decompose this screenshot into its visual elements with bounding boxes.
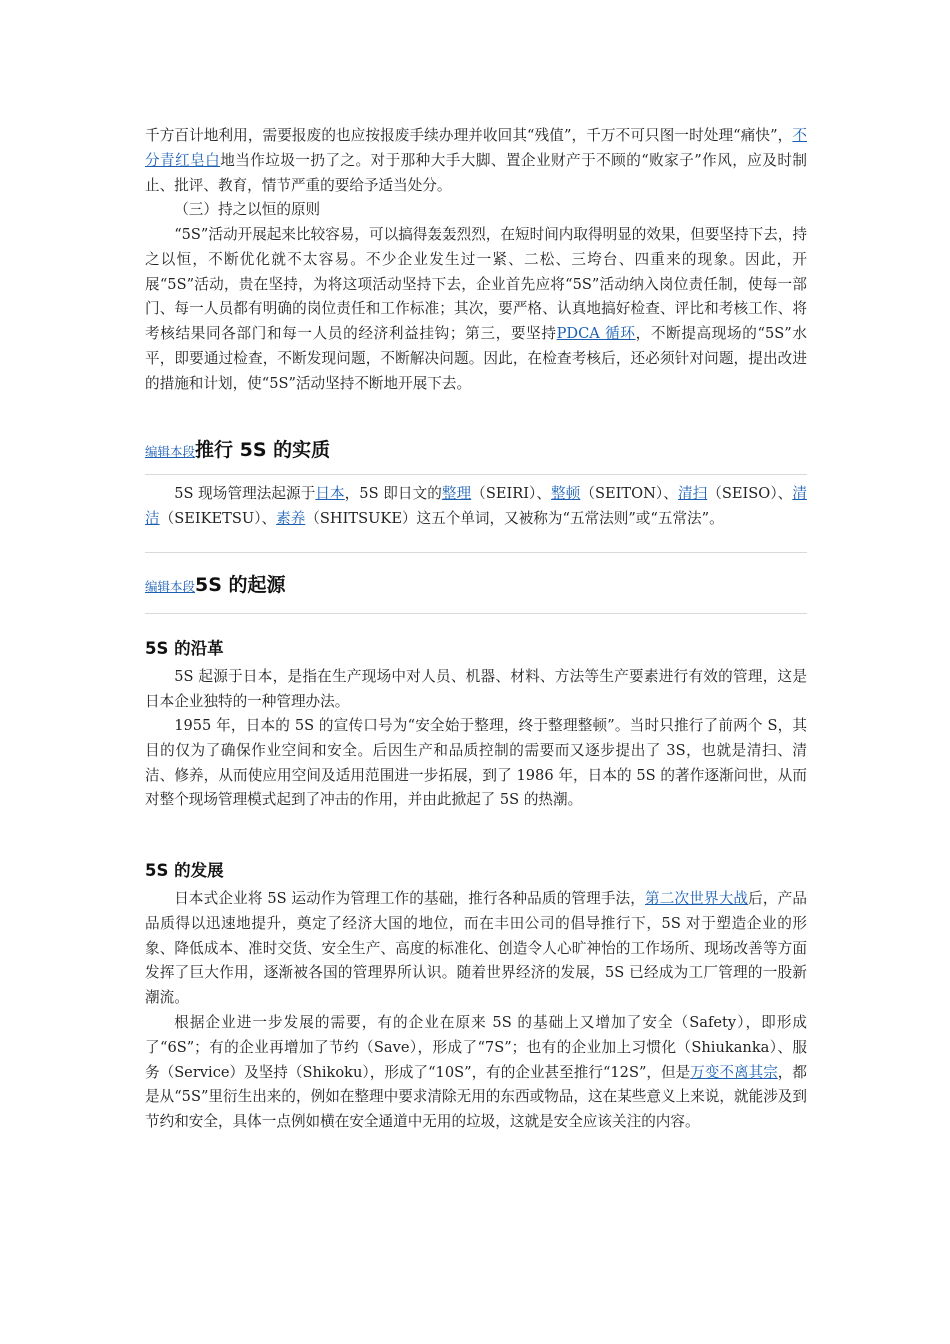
subsection-title-history: 5S 的沿革 (145, 639, 224, 658)
link-seiri[interactable]: 整理 (441, 485, 472, 502)
link-japan[interactable]: 日本 (315, 485, 345, 502)
text: 根据企业进一步发展的需要，有的企业在原来 5S 的基础上又增加了安全（Safety），即形成了“6S”；有的企业再增加了节约（Save），形成了“7S”；也有的企业加上习惯化（Shiukanka）、服务（Service）及坚持（Shikoku），形成了“10S”，有的企业甚至推行“12S”，但是 (145, 1014, 807, 1081)
text: （SEIKETSU）、 (159, 509, 277, 527)
paragraph-5s-definition (145, 482, 807, 532)
link-seiso[interactable]: 清扫 (677, 485, 708, 502)
link-pdca-cycle[interactable]: PDCA 循环 (556, 325, 636, 343)
text: ，5S 即日文的 (344, 485, 442, 502)
paragraph-persistence (145, 223, 807, 397)
link-seiton[interactable]: 整顿 (551, 485, 581, 502)
text: （SEISO）、 (707, 485, 793, 502)
subsection-title-development: 5S 的发展 (145, 861, 224, 880)
text: （SEIRI）、 (471, 485, 552, 502)
text: （SHITSUKE）这五个单词，又被称为“五常法则”或“五常法”。 (305, 509, 724, 527)
text: 千方百计地利用，需要报废的也应按报废手续办理并收回其“残值”，千万不可只图一时处理“痛快”， (145, 127, 793, 144)
paragraph-disposal (145, 124, 807, 198)
section-title: 5S 的起源 (195, 574, 286, 596)
heading-principle-3: （三）持之以恒的原则 (174, 201, 321, 218)
section-divider (145, 552, 807, 553)
text: ，不断提高现场的“5S”水平，即要通过检查，不断发现问题，不断解决问题。因此，在检查考核后，还必须针对问题，提出改进的措施和计划，使“5S”活动坚持不断地开展下去。 (145, 325, 807, 392)
link-seiketsu[interactable]: 清洁 (145, 485, 807, 527)
text: 地当作垃圾一扔了之。对于那种大手大脚、置企业财产于不顾的“败家子”作风，应及时制止、批评、教育，情节严重的要给予适当处分。 (145, 151, 807, 194)
paragraph-extensions (145, 1011, 807, 1135)
edit-section-link[interactable]: 编辑本段 (145, 579, 196, 594)
link-bu-fen-qing-hong-zao-bai[interactable]: 不分青红皂白 (145, 127, 807, 169)
section-heading-origin (145, 570, 286, 597)
link-world-war-2[interactable]: 第二次世界大战 (645, 890, 749, 907)
edit-section-link[interactable]: 编辑本段 (145, 444, 196, 459)
section-divider (145, 474, 807, 475)
link-wan-bian-bu-li-qi-zong[interactable]: 万变不离其宗 (690, 1063, 778, 1081)
text: 日本式企业将 5S 运动作为管理工作的基础，推行各种品质的管理手法， (174, 890, 646, 907)
text: 后，产品品质得以迅速地提升，奠定了经济大国的地位，而在丰田公司的倡导推行下，5S 对于塑造企业的形象、降低成本、准时交货、安全生产、高度的标准化、创造令人心旷神怡的工作场所、现场改善等方面发挥了巨大作用，逐渐被各国的管理界所认识。随着世界经济的发展，5S 已经成为工厂管理的一股新潮流。 (145, 890, 807, 1007)
section-title: 推行 5S 的实质 (195, 439, 331, 461)
paragraph-1955: 1955 年，日本的 5S 的宣传口号为“安全始于整理，终于整理整顿”。当时只推行了前两个 S，其目的仅为了确保作业空间和安全。后因生产和品质控制的需要而又逐步提出了 3S，也就是清扫、清洁、修养，从而使应用空间及适用范围进一步拓展，到了 1986 年，日本的 5S 的著作逐渐问世，从而对整个现场管理模式起到了冲击的作用，并由此掀起了 5S 的热潮。 (145, 717, 807, 809)
section-heading-essence (145, 435, 330, 462)
link-shitsuke[interactable]: 素养 (276, 509, 306, 527)
paragraph-origin: 5S 起源于日本，是指在生产现场中对人员、机器、材料、方法等生产要素进行有效的管理，这是日本企业独特的一种管理办法。 (145, 668, 807, 710)
section-divider (145, 613, 807, 614)
text: （SEITON）、 (580, 485, 678, 502)
paragraph-development (145, 887, 807, 1011)
text: ，都是从“5S”里衍生出来的，例如在整理中要求清除无用的东西或物品，这在某些意义上来说，就能涉及到节约和安全，具体一点例如横在安全通道中无用的垃圾，这就是安全应该关注的内容。 (145, 1063, 807, 1131)
text: “5S”活动开展起来比较容易，可以搞得轰轰烈烈，在短时间内取得明显的效果，但要坚持下去，持之以恒，不断优化就不太容易。不少企业发生过一紧、二松、三垮台、四重来的现象。因此，开展“5S”活动，贵在坚持，为将这项活动坚持下去，企业首先应将“5S”活动纳入岗位责任制，使每一部门、每一人员都有明确的岗位责任和工作标准；其次，要严格、认真地搞好检查、评比和考核工作、将考核结果同各部门和每一人员的经济利益挂钩；第三，要坚持 (145, 226, 807, 343)
text: 5S 现场管理法起源于 (174, 485, 316, 502)
